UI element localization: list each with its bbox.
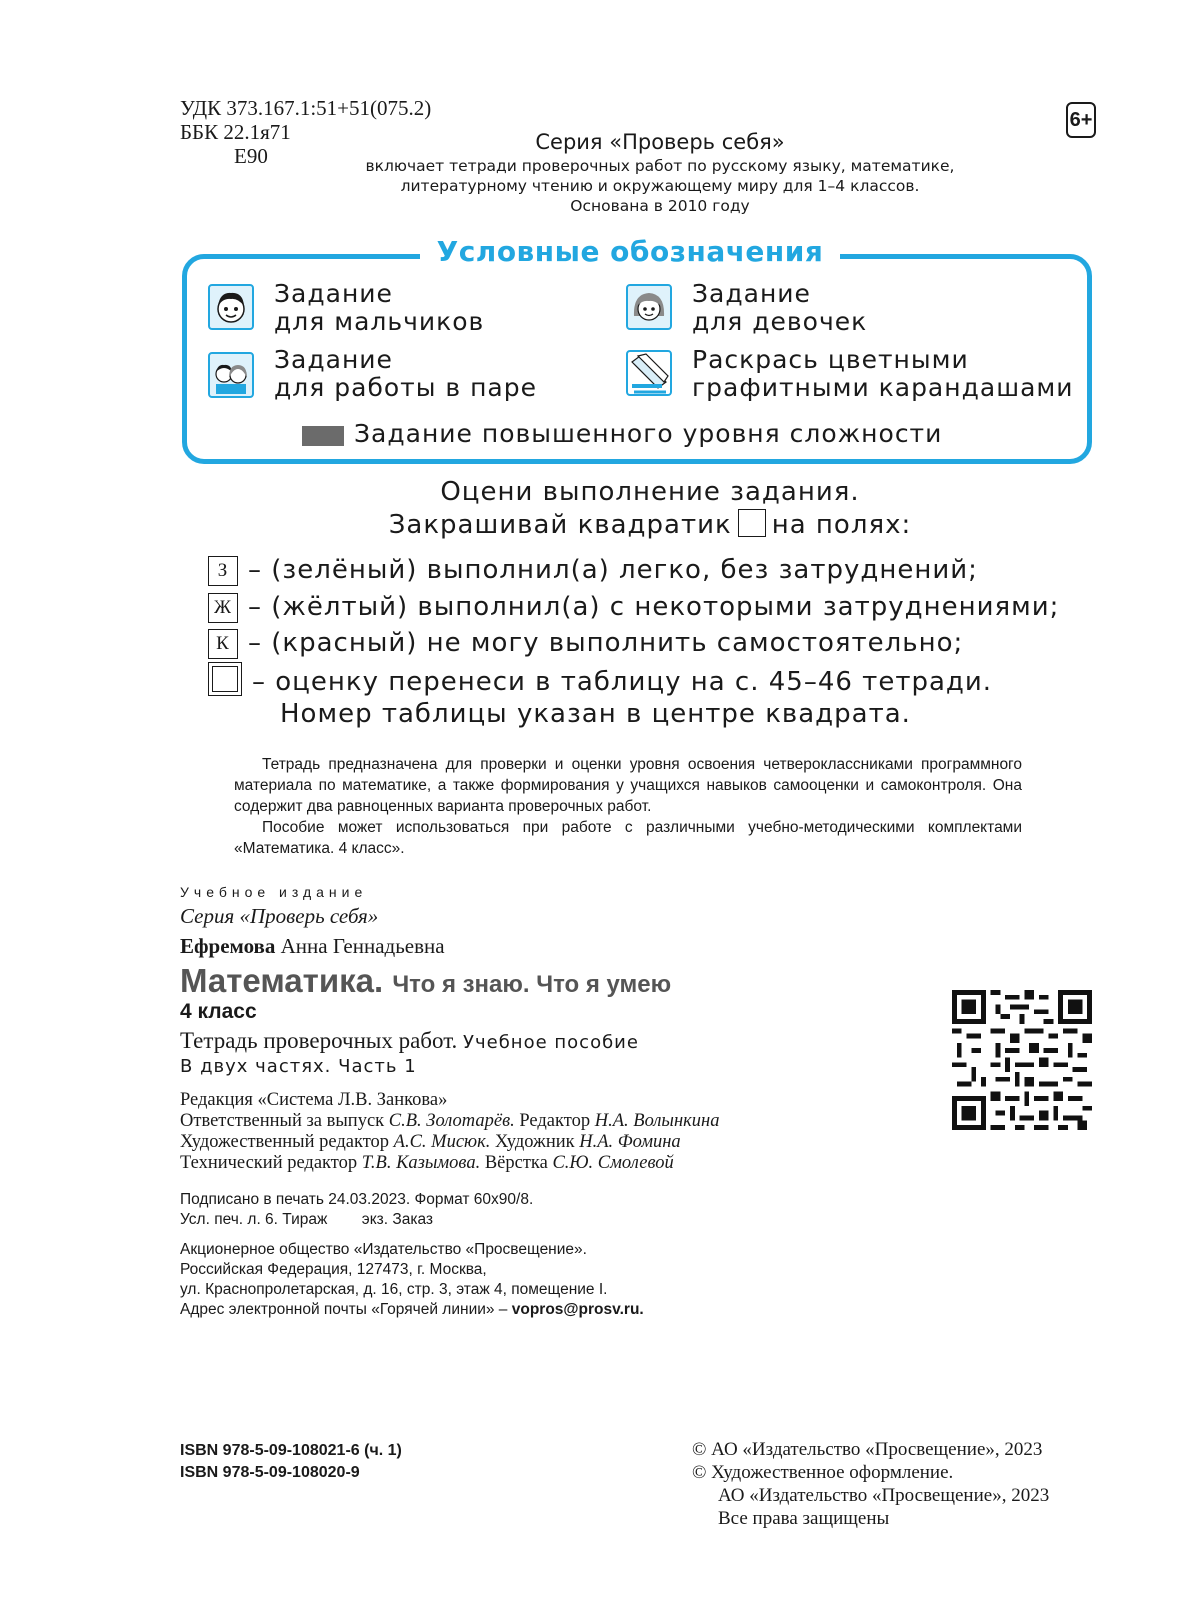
rating-head-line2-a: Закрашивай квадратик	[388, 510, 732, 540]
copyright-line1: © АО «Издательство «Просвещение», 2023	[692, 1439, 1043, 1460]
double-square-icon	[212, 666, 238, 692]
credits	[180, 1090, 719, 1174]
artist-name: Н.А. Фомина	[579, 1132, 681, 1152]
copyright-line4: Все права защищены	[718, 1508, 890, 1529]
legend-girls	[692, 280, 867, 336]
qr-code-icon	[952, 990, 1092, 1130]
layout-name: С.Ю. Смолевой	[552, 1153, 674, 1173]
legend-boys	[274, 280, 484, 336]
author-first: Анна Геннадьевна	[280, 934, 445, 958]
legend-pair	[274, 346, 537, 402]
publisher-line4	[180, 1300, 644, 1320]
legend-boys-line1: Задание	[274, 279, 393, 308]
pencils-icon	[626, 350, 672, 396]
pair-icon	[208, 352, 254, 398]
legend-coloring-line1: Раскрась цветными	[692, 345, 969, 374]
layout-label: Вёрстка	[484, 1153, 548, 1173]
edu-label: Учебное издание	[180, 884, 368, 900]
book-title	[180, 962, 671, 1000]
legend-girls-line1: Задание	[692, 279, 811, 308]
editor-name: Н.А. Волынкина	[594, 1111, 720, 1131]
girl-icon	[626, 284, 672, 330]
art-editor-name: А.С. Мисюк.	[393, 1132, 491, 1152]
print-line2: Усл. печ. л. 6. Тираж экз. Заказ	[180, 1211, 434, 1228]
isbn-line1: ISBN 978-5-09-108021-6 (ч. 1)	[180, 1442, 402, 1459]
art-editor-label: Художественный редактор	[180, 1132, 390, 1152]
rating-head-line1: Оцени выполнение задания.	[440, 477, 860, 507]
rating-heading	[340, 476, 960, 542]
print-info	[180, 1190, 533, 1230]
empty-square-icon	[738, 509, 766, 537]
rating-head-line2	[340, 509, 960, 542]
credit-line4	[180, 1153, 719, 1174]
age-rating-badge	[1066, 102, 1096, 138]
rating-row-table	[208, 664, 992, 700]
rating-row-text: – (зелёный) выполнил(а) легко, без затруднений;	[248, 555, 978, 585]
bbk-code: ББК 22.1я71	[180, 120, 291, 144]
rating-row-green	[208, 552, 978, 588]
legend-boys-line2: для мальчиков	[274, 307, 485, 336]
series-title: Серия «Проверь себя»	[535, 130, 785, 154]
legend-girls-line2: для девочек	[692, 307, 868, 336]
copyright-line2: © Художественное оформление.	[692, 1462, 954, 1483]
publisher-line3: ул. Краснопролетарская, д. 16, стр. 3, этаж 4, помещение I.	[180, 1281, 608, 1298]
credit-line2	[180, 1111, 719, 1132]
rating-row-red	[208, 625, 963, 661]
legend-coloring	[692, 346, 1074, 402]
publisher-info	[180, 1240, 644, 1320]
description-p2: Пособие может использоваться при работе с различными учебно-методическими комплектами «Математика. 4 класс».	[234, 819, 1022, 857]
author-last: Ефремова	[180, 934, 276, 958]
series-desc-line2: литературному чтению и окружающему миру для 1–4 классов.	[400, 177, 920, 195]
artist-label: Художник	[495, 1132, 575, 1152]
book-title-rest: Что я знаю. Что я умею	[392, 971, 672, 998]
editor-label: Редактор	[519, 1111, 591, 1131]
legend-coloring-line2: графитными карандашами	[692, 373, 1074, 402]
rating-letter-box: К	[208, 629, 238, 659]
grade: 4 класс	[180, 1000, 257, 1023]
legend-hard: Задание повышенного уровня сложности	[354, 419, 943, 448]
age-rating-text: 6+	[1069, 109, 1093, 131]
publisher-line1: Акционерное общество «Издательство «Просвещение».	[180, 1241, 587, 1258]
parts: В двух частях. Часть 1	[180, 1056, 417, 1077]
tech-editor-label: Технический редактор	[180, 1153, 358, 1173]
boy-icon	[208, 284, 254, 330]
subtitle-main: Тетрадь проверочных работ.	[180, 1028, 458, 1053]
legend-pair-line2: для работы в паре	[274, 373, 537, 402]
rating-letter-box: З	[208, 556, 238, 586]
hard-task-bar-icon	[302, 426, 344, 446]
series-desc-line1: включает тетради проверочных работ по русскому языку, математике,	[365, 157, 955, 175]
resp-name: С.В. Золотарёв.	[388, 1111, 515, 1131]
hotline-email: vopros@prosv.ru.	[511, 1301, 644, 1318]
isbn	[180, 1440, 402, 1484]
isbn-line2: ISBN 978-5-09-108020-9	[180, 1464, 360, 1481]
rating-table-line2: Номер таблицы указан в центре квадрата.	[280, 699, 911, 729]
author	[180, 934, 445, 959]
subtitle	[180, 1028, 639, 1054]
rating-row-text: – (красный) не могу выполнить самостоятельно;	[248, 628, 964, 658]
series-italic: Серия «Проверь себя»	[180, 904, 379, 928]
rating-row-text: – (жёлтый) выполнил(а) с некоторыми затруднениями;	[248, 592, 1060, 622]
description	[234, 754, 1022, 859]
hotline-label: Адрес электронной почты «Горячей линии» –	[180, 1301, 508, 1318]
print-line1: Подписано в печать 24.03.2023. Формат 60x90/8.	[180, 1191, 534, 1208]
edition: Редакция «Система Л.В. Занкова»	[180, 1090, 448, 1110]
resp-label: Ответственный за выпуск	[180, 1111, 385, 1131]
rating-table-line1: – оценку перенеси в таблицу на с. 45–46 тетради.	[252, 667, 993, 697]
copyright	[692, 1438, 1049, 1530]
legend-pair-line1: Задание	[274, 345, 393, 374]
rating-head-line2-b: на полях:	[771, 510, 912, 540]
rating-letter-box: Ж	[208, 593, 238, 623]
series-info	[340, 128, 980, 216]
publisher-line2: Российская Федерация, 127473, г. Москва,	[180, 1261, 487, 1278]
credit-line3	[180, 1132, 719, 1153]
series-desc-line3: Основана в 2010 году	[570, 197, 750, 215]
tech-editor-name: Т.В. Казымова.	[361, 1153, 481, 1173]
copyright-line3: АО «Издательство «Просвещение», 2023	[718, 1485, 1050, 1506]
subtitle-rest: Учебное пособие	[463, 1032, 639, 1053]
rating-row-yellow	[208, 589, 1059, 625]
udk-code: УДК 373.167.1:51+51(075.2)	[180, 96, 432, 120]
author-mark: Е90	[234, 144, 268, 168]
legend-title: Условные обозначения	[420, 234, 840, 270]
description-p1: Тетрадь предназначена для проверки и оценки уровня освоения четвероклассниками программного материала по математике, а также формирования у учащихся навыков самооценки и самоконтроля. Она содержит два равноценных варианта проверочных работ.	[234, 756, 1022, 815]
book-title-big: Математика.	[180, 962, 384, 999]
